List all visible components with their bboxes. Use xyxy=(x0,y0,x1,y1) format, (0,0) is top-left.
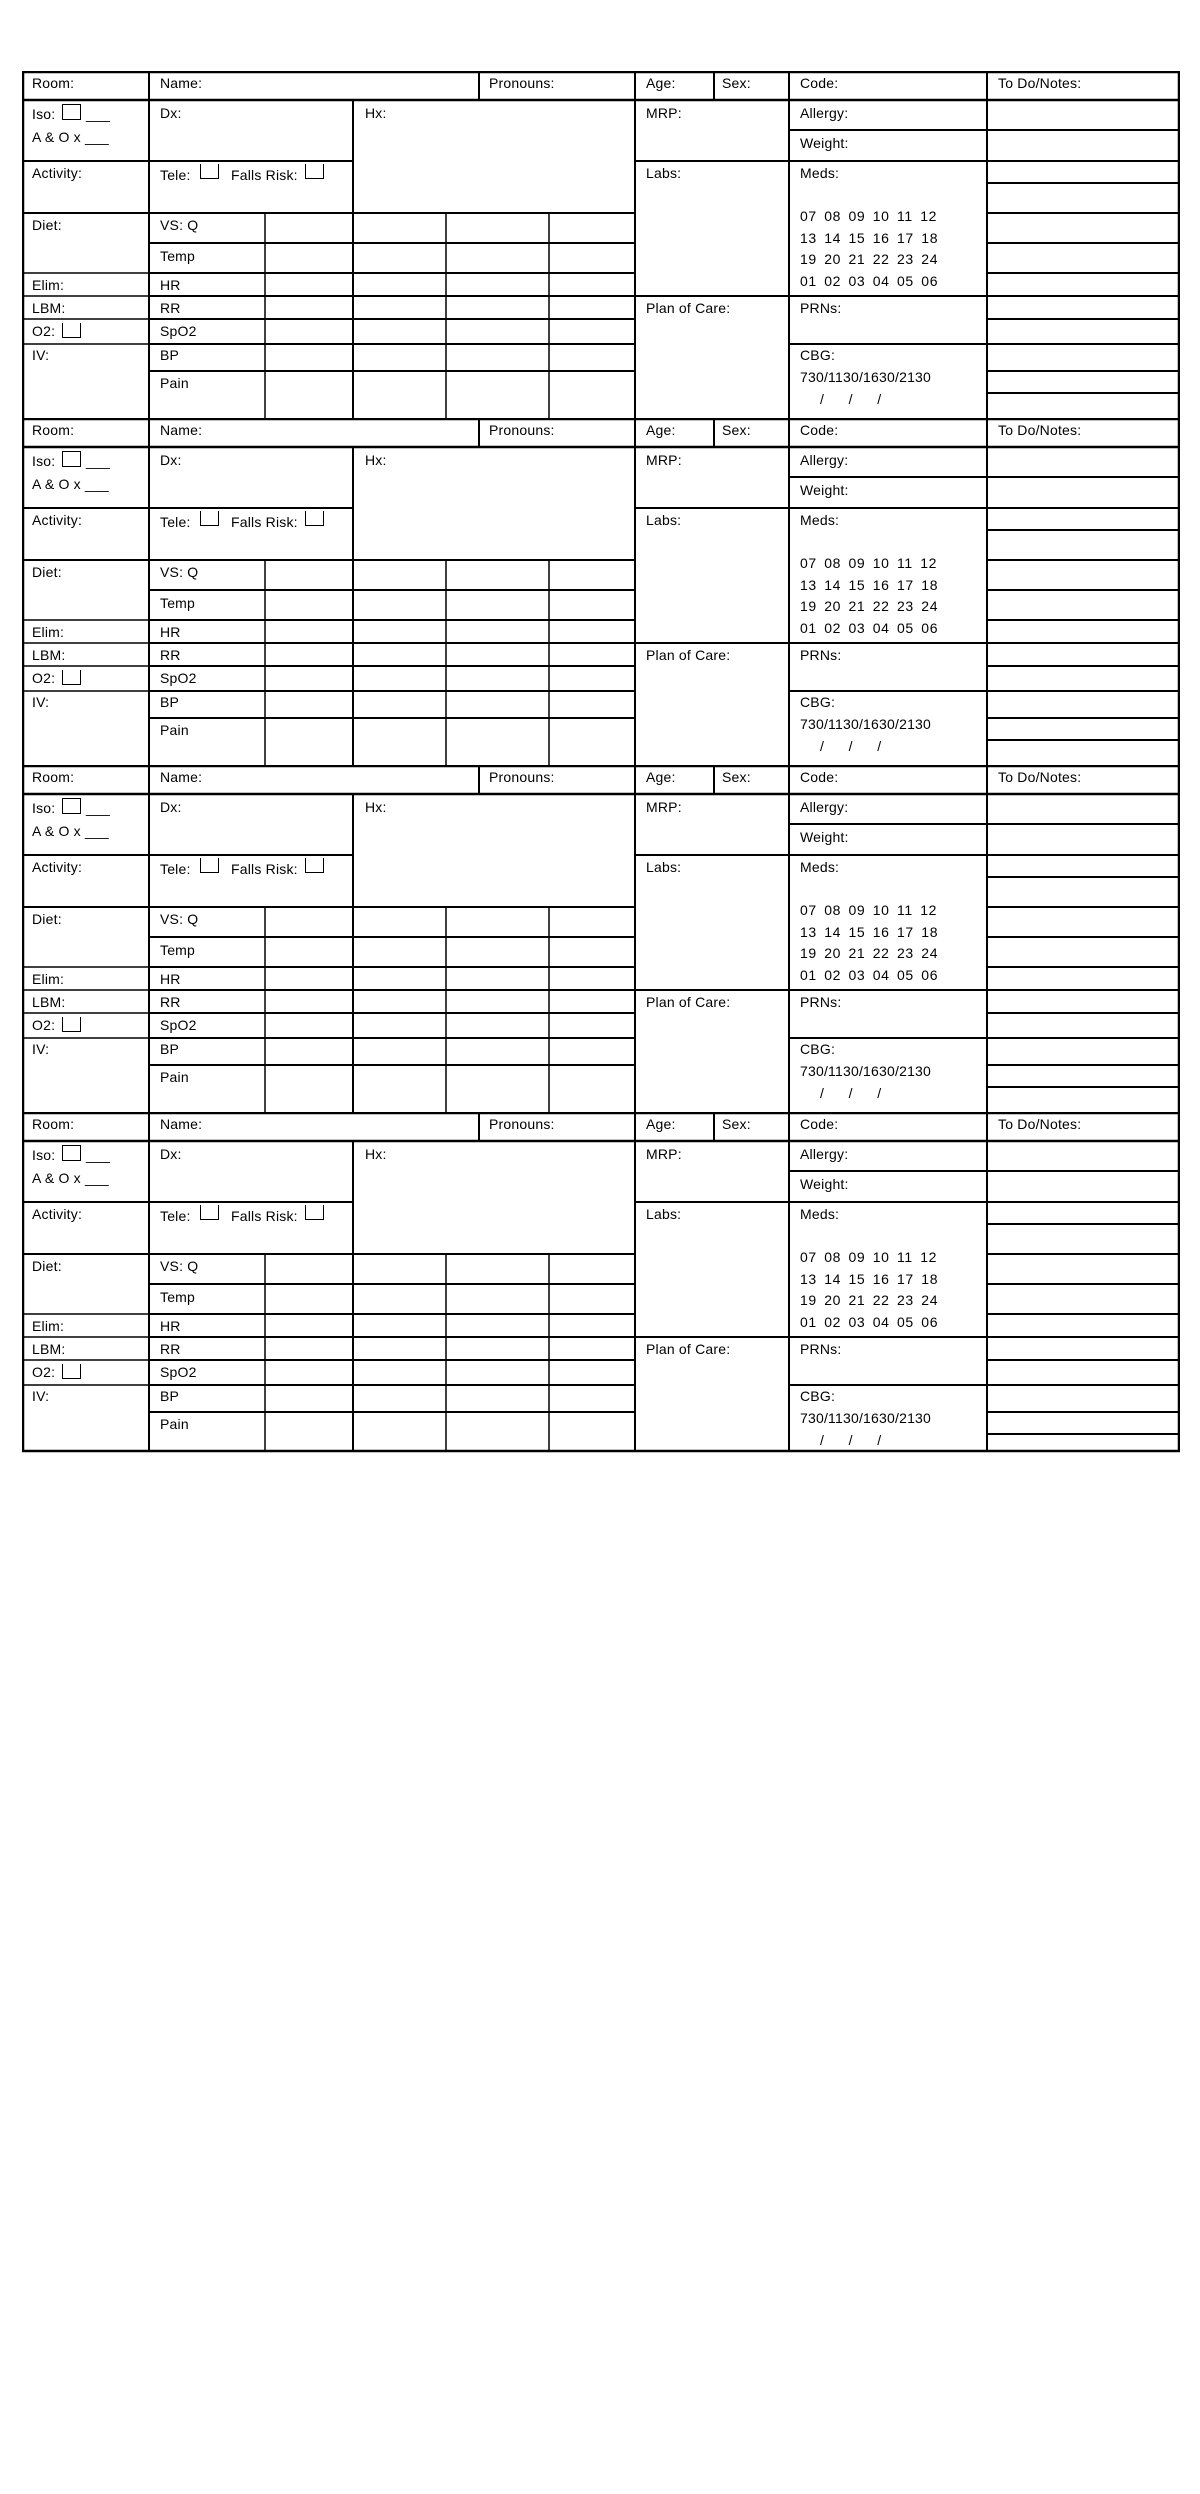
cbg-slashes: / / / xyxy=(820,1432,882,1448)
o2-label: O2: xyxy=(32,1364,56,1380)
iso-checkbox[interactable] xyxy=(62,451,81,467)
weight-label: Weight: xyxy=(800,829,849,845)
patient-grid-lines xyxy=(22,71,1180,420)
iso-label: Iso: xyxy=(32,800,56,816)
diet-label: Diet: xyxy=(32,911,62,927)
iv-label: IV: xyxy=(32,694,50,710)
med-time-row: 07 08 09 10 11 12 xyxy=(800,208,938,224)
tele-checkbox[interactable] xyxy=(200,858,219,873)
name-label: Name: xyxy=(160,422,203,438)
allergy-label: Allergy: xyxy=(800,799,849,815)
vs-frequency-label: VS: Q xyxy=(160,217,199,233)
med-time-row: 07 08 09 10 11 12 xyxy=(800,1249,938,1265)
weight-label: Weight: xyxy=(800,1176,849,1192)
hr-label: HR xyxy=(160,277,181,293)
temp-label: Temp xyxy=(160,595,196,611)
med-time-row: 01 02 03 04 05 06 xyxy=(800,272,939,289)
code-label: Code: xyxy=(800,422,839,438)
med-time-row: 19 20 21 22 23 24 xyxy=(800,251,939,267)
med-time-row: 19 20 21 22 23 24 xyxy=(800,1292,939,1308)
todo-notes-label: To Do/Notes: xyxy=(998,1116,1082,1132)
dx-label: Dx: xyxy=(160,799,182,815)
todo-notes-label: To Do/Notes: xyxy=(998,769,1082,785)
vs-frequency-label: VS: Q xyxy=(160,911,199,927)
iso-blank: ___ xyxy=(86,453,110,469)
vs-frequency-label: VS: Q xyxy=(160,564,199,580)
cbg-times: 730/1130/1630/2130 xyxy=(800,716,932,732)
name-label: Name: xyxy=(160,75,203,91)
falls-risk-label: Falls Risk: xyxy=(231,514,298,530)
elim-label: Elim: xyxy=(32,624,65,640)
bp-label: BP xyxy=(160,1041,180,1057)
iso-blank: ___ xyxy=(86,106,110,122)
lbm-label: LBM: xyxy=(32,647,66,663)
rr-label: RR xyxy=(160,300,181,316)
iv-label: IV: xyxy=(32,1041,50,1057)
lbm-label: LBM: xyxy=(32,994,66,1010)
o2-checkbox[interactable] xyxy=(62,323,81,338)
cbg-slashes: / / / xyxy=(820,1085,882,1101)
iso-label: Iso: xyxy=(32,106,56,122)
activity-label: Activity: xyxy=(32,165,83,181)
o2-checkbox[interactable] xyxy=(62,1017,81,1032)
temp-label: Temp xyxy=(160,942,196,958)
tele-checkbox[interactable] xyxy=(200,164,219,179)
mrp-label: MRP: xyxy=(646,452,682,468)
name-label: Name: xyxy=(160,1116,203,1132)
cbg-times: 730/1130/1630/2130 xyxy=(800,369,932,385)
dx-label: Dx: xyxy=(160,1146,182,1162)
patient-block xyxy=(22,1112,1180,2494)
labs-label: Labs: xyxy=(646,859,682,875)
falls-risk-checkbox[interactable] xyxy=(305,858,324,873)
tele-checkbox[interactable] xyxy=(200,1205,219,1220)
cbg-label: CBG: xyxy=(800,1041,836,1057)
prns-label: PRNs: xyxy=(800,300,842,316)
rr-label: RR xyxy=(160,994,181,1010)
med-time-row: 07 08 09 10 11 12 xyxy=(800,555,938,571)
tele-label: Tele: xyxy=(160,514,191,530)
hr-label: HR xyxy=(160,971,181,987)
iso-label: Iso: xyxy=(32,453,56,469)
spo2-label: SpO2 xyxy=(160,323,197,339)
weight-label: Weight: xyxy=(800,135,849,151)
todo-notes-label: To Do/Notes: xyxy=(998,422,1082,438)
vs-frequency-label: VS: Q xyxy=(160,1258,199,1274)
iso-blank: ___ xyxy=(86,1147,110,1163)
room-label: Room: xyxy=(32,1116,75,1132)
iso-checkbox[interactable] xyxy=(62,798,81,814)
diet-label: Diet: xyxy=(32,217,62,233)
iv-label: IV: xyxy=(32,347,50,363)
activity-label: Activity: xyxy=(32,859,83,875)
falls-risk-label: Falls Risk: xyxy=(231,1208,298,1224)
med-time-row: 19 20 21 22 23 24 xyxy=(800,945,939,961)
labs-label: Labs: xyxy=(646,165,682,181)
tele-label: Tele: xyxy=(160,1208,191,1224)
med-time-row: 01 02 03 04 05 06 xyxy=(800,966,939,983)
prns-label: PRNs: xyxy=(800,647,842,663)
med-time-row: 07 08 09 10 11 12 xyxy=(800,902,938,918)
pronouns-label: Pronouns: xyxy=(489,1116,555,1132)
o2-label: O2: xyxy=(32,670,56,686)
alert-oriented-label: A & O x ___ xyxy=(32,1170,109,1186)
room-label: Room: xyxy=(32,769,75,785)
pain-label: Pain xyxy=(160,722,189,738)
patient-grid-lines xyxy=(22,765,1180,1114)
cbg-times: 730/1130/1630/2130 xyxy=(800,1410,932,1426)
bp-label: BP xyxy=(160,1388,180,1404)
o2-label: O2: xyxy=(32,1017,56,1033)
room-label: Room: xyxy=(32,422,75,438)
pain-label: Pain xyxy=(160,375,189,391)
allergy-label: Allergy: xyxy=(800,452,849,468)
o2-label: O2: xyxy=(32,323,56,339)
diet-label: Diet: xyxy=(32,1258,62,1274)
iso-checkbox[interactable] xyxy=(62,104,81,120)
dx-label: Dx: xyxy=(160,452,182,468)
temp-label: Temp xyxy=(160,248,196,264)
patient-grid-lines xyxy=(22,418,1180,767)
code-label: Code: xyxy=(800,75,839,91)
tele-label: Tele: xyxy=(160,167,191,183)
activity-label: Activity: xyxy=(32,1206,83,1222)
diet-label: Diet: xyxy=(32,564,62,580)
hr-label: HR xyxy=(160,624,181,640)
bp-label: BP xyxy=(160,694,180,710)
labs-label: Labs: xyxy=(646,1206,682,1222)
cbg-label: CBG: xyxy=(800,347,836,363)
elim-label: Elim: xyxy=(32,971,65,987)
falls-risk-label: Falls Risk: xyxy=(231,861,298,877)
age-label: Age: xyxy=(646,769,676,785)
mrp-label: MRP: xyxy=(646,105,682,121)
weight-label: Weight: xyxy=(800,482,849,498)
falls-risk-checkbox[interactable] xyxy=(305,164,324,179)
mrp-label: MRP: xyxy=(646,1146,682,1162)
falls-risk-checkbox[interactable] xyxy=(305,1205,324,1220)
alert-oriented-label: A & O x ___ xyxy=(32,476,109,492)
sex-label: Sex: xyxy=(722,422,751,438)
rr-label: RR xyxy=(160,1341,181,1357)
plan-of-care-label: Plan of Care: xyxy=(646,647,731,663)
med-time-row: 01 02 03 04 05 06 xyxy=(800,1313,939,1330)
allergy-label: Allergy: xyxy=(800,105,849,121)
tele-checkbox[interactable] xyxy=(200,511,219,526)
med-time-row: 13 14 15 16 17 18 xyxy=(800,1270,939,1287)
mrp-label: MRP: xyxy=(646,799,682,815)
elim-label: Elim: xyxy=(32,1318,65,1334)
activity-label: Activity: xyxy=(32,512,83,528)
pronouns-label: Pronouns: xyxy=(489,422,555,438)
iso-blank: ___ xyxy=(86,800,110,816)
lbm-label: LBM: xyxy=(32,300,66,316)
cbg-label: CBG: xyxy=(800,694,836,710)
plan-of-care-label: Plan of Care: xyxy=(646,1341,731,1357)
pronouns-label: Pronouns: xyxy=(489,75,555,91)
plan-of-care-label: Plan of Care: xyxy=(646,994,731,1010)
todo-notes-label: To Do/Notes: xyxy=(998,75,1082,91)
elim-label: Elim: xyxy=(32,277,65,293)
labs-label: Labs: xyxy=(646,512,682,528)
bp-label: BP xyxy=(160,347,180,363)
rr-label: RR xyxy=(160,647,181,663)
med-time-row: 13 14 15 16 17 18 xyxy=(800,576,939,593)
iso-label: Iso: xyxy=(32,1147,56,1163)
cbg-slashes: / / / xyxy=(820,391,882,407)
sex-label: Sex: xyxy=(722,1116,751,1132)
med-time-row: 19 20 21 22 23 24 xyxy=(800,598,939,614)
iv-label: IV: xyxy=(32,1388,50,1404)
med-time-row: 13 14 15 16 17 18 xyxy=(800,923,939,940)
temp-label: Temp xyxy=(160,1289,196,1305)
plan-of-care-label: Plan of Care: xyxy=(646,300,731,316)
spo2-label: SpO2 xyxy=(160,1017,197,1033)
sex-label: Sex: xyxy=(722,75,751,91)
allergy-label: Allergy: xyxy=(800,1146,849,1162)
o2-checkbox[interactable] xyxy=(62,1364,81,1379)
falls-risk-label: Falls Risk: xyxy=(231,167,298,183)
hx-label: Hx: xyxy=(365,452,387,468)
hx-label: Hx: xyxy=(365,1146,387,1162)
meds-label: Meds: xyxy=(800,859,840,875)
pronouns-label: Pronouns: xyxy=(489,769,555,785)
pain-label: Pain xyxy=(160,1069,189,1085)
prns-label: PRNs: xyxy=(800,994,842,1010)
cbg-times: 730/1130/1630/2130 xyxy=(800,1063,932,1079)
o2-checkbox[interactable] xyxy=(62,670,81,685)
patient-grid-lines xyxy=(22,1112,1180,1461)
dx-label: Dx: xyxy=(160,105,182,121)
age-label: Age: xyxy=(646,75,676,91)
room-label: Room: xyxy=(32,75,75,91)
age-label: Age: xyxy=(646,1116,676,1132)
cbg-label: CBG: xyxy=(800,1388,836,1404)
falls-risk-checkbox[interactable] xyxy=(305,511,324,526)
code-label: Code: xyxy=(800,769,839,785)
tele-label: Tele: xyxy=(160,861,191,877)
age-label: Age: xyxy=(646,422,676,438)
hx-label: Hx: xyxy=(365,105,387,121)
alert-oriented-label: A & O x ___ xyxy=(32,129,109,145)
alert-oriented-label: A & O x ___ xyxy=(32,823,109,839)
cbg-slashes: / / / xyxy=(820,738,882,754)
prns-label: PRNs: xyxy=(800,1341,842,1357)
sex-label: Sex: xyxy=(722,769,751,785)
spo2-label: SpO2 xyxy=(160,670,197,686)
meds-label: Meds: xyxy=(800,512,840,528)
med-time-row: 01 02 03 04 05 06 xyxy=(800,619,939,636)
meds-label: Meds: xyxy=(800,165,840,181)
code-label: Code: xyxy=(800,1116,839,1132)
spo2-label: SpO2 xyxy=(160,1364,197,1380)
hr-label: HR xyxy=(160,1318,181,1334)
name-label: Name: xyxy=(160,769,203,785)
meds-label: Meds: xyxy=(800,1206,840,1222)
lbm-label: LBM: xyxy=(32,1341,66,1357)
iso-checkbox[interactable] xyxy=(62,1145,81,1161)
pain-label: Pain xyxy=(160,1416,189,1432)
hx-label: Hx: xyxy=(365,799,387,815)
med-time-row: 13 14 15 16 17 18 xyxy=(800,229,939,246)
